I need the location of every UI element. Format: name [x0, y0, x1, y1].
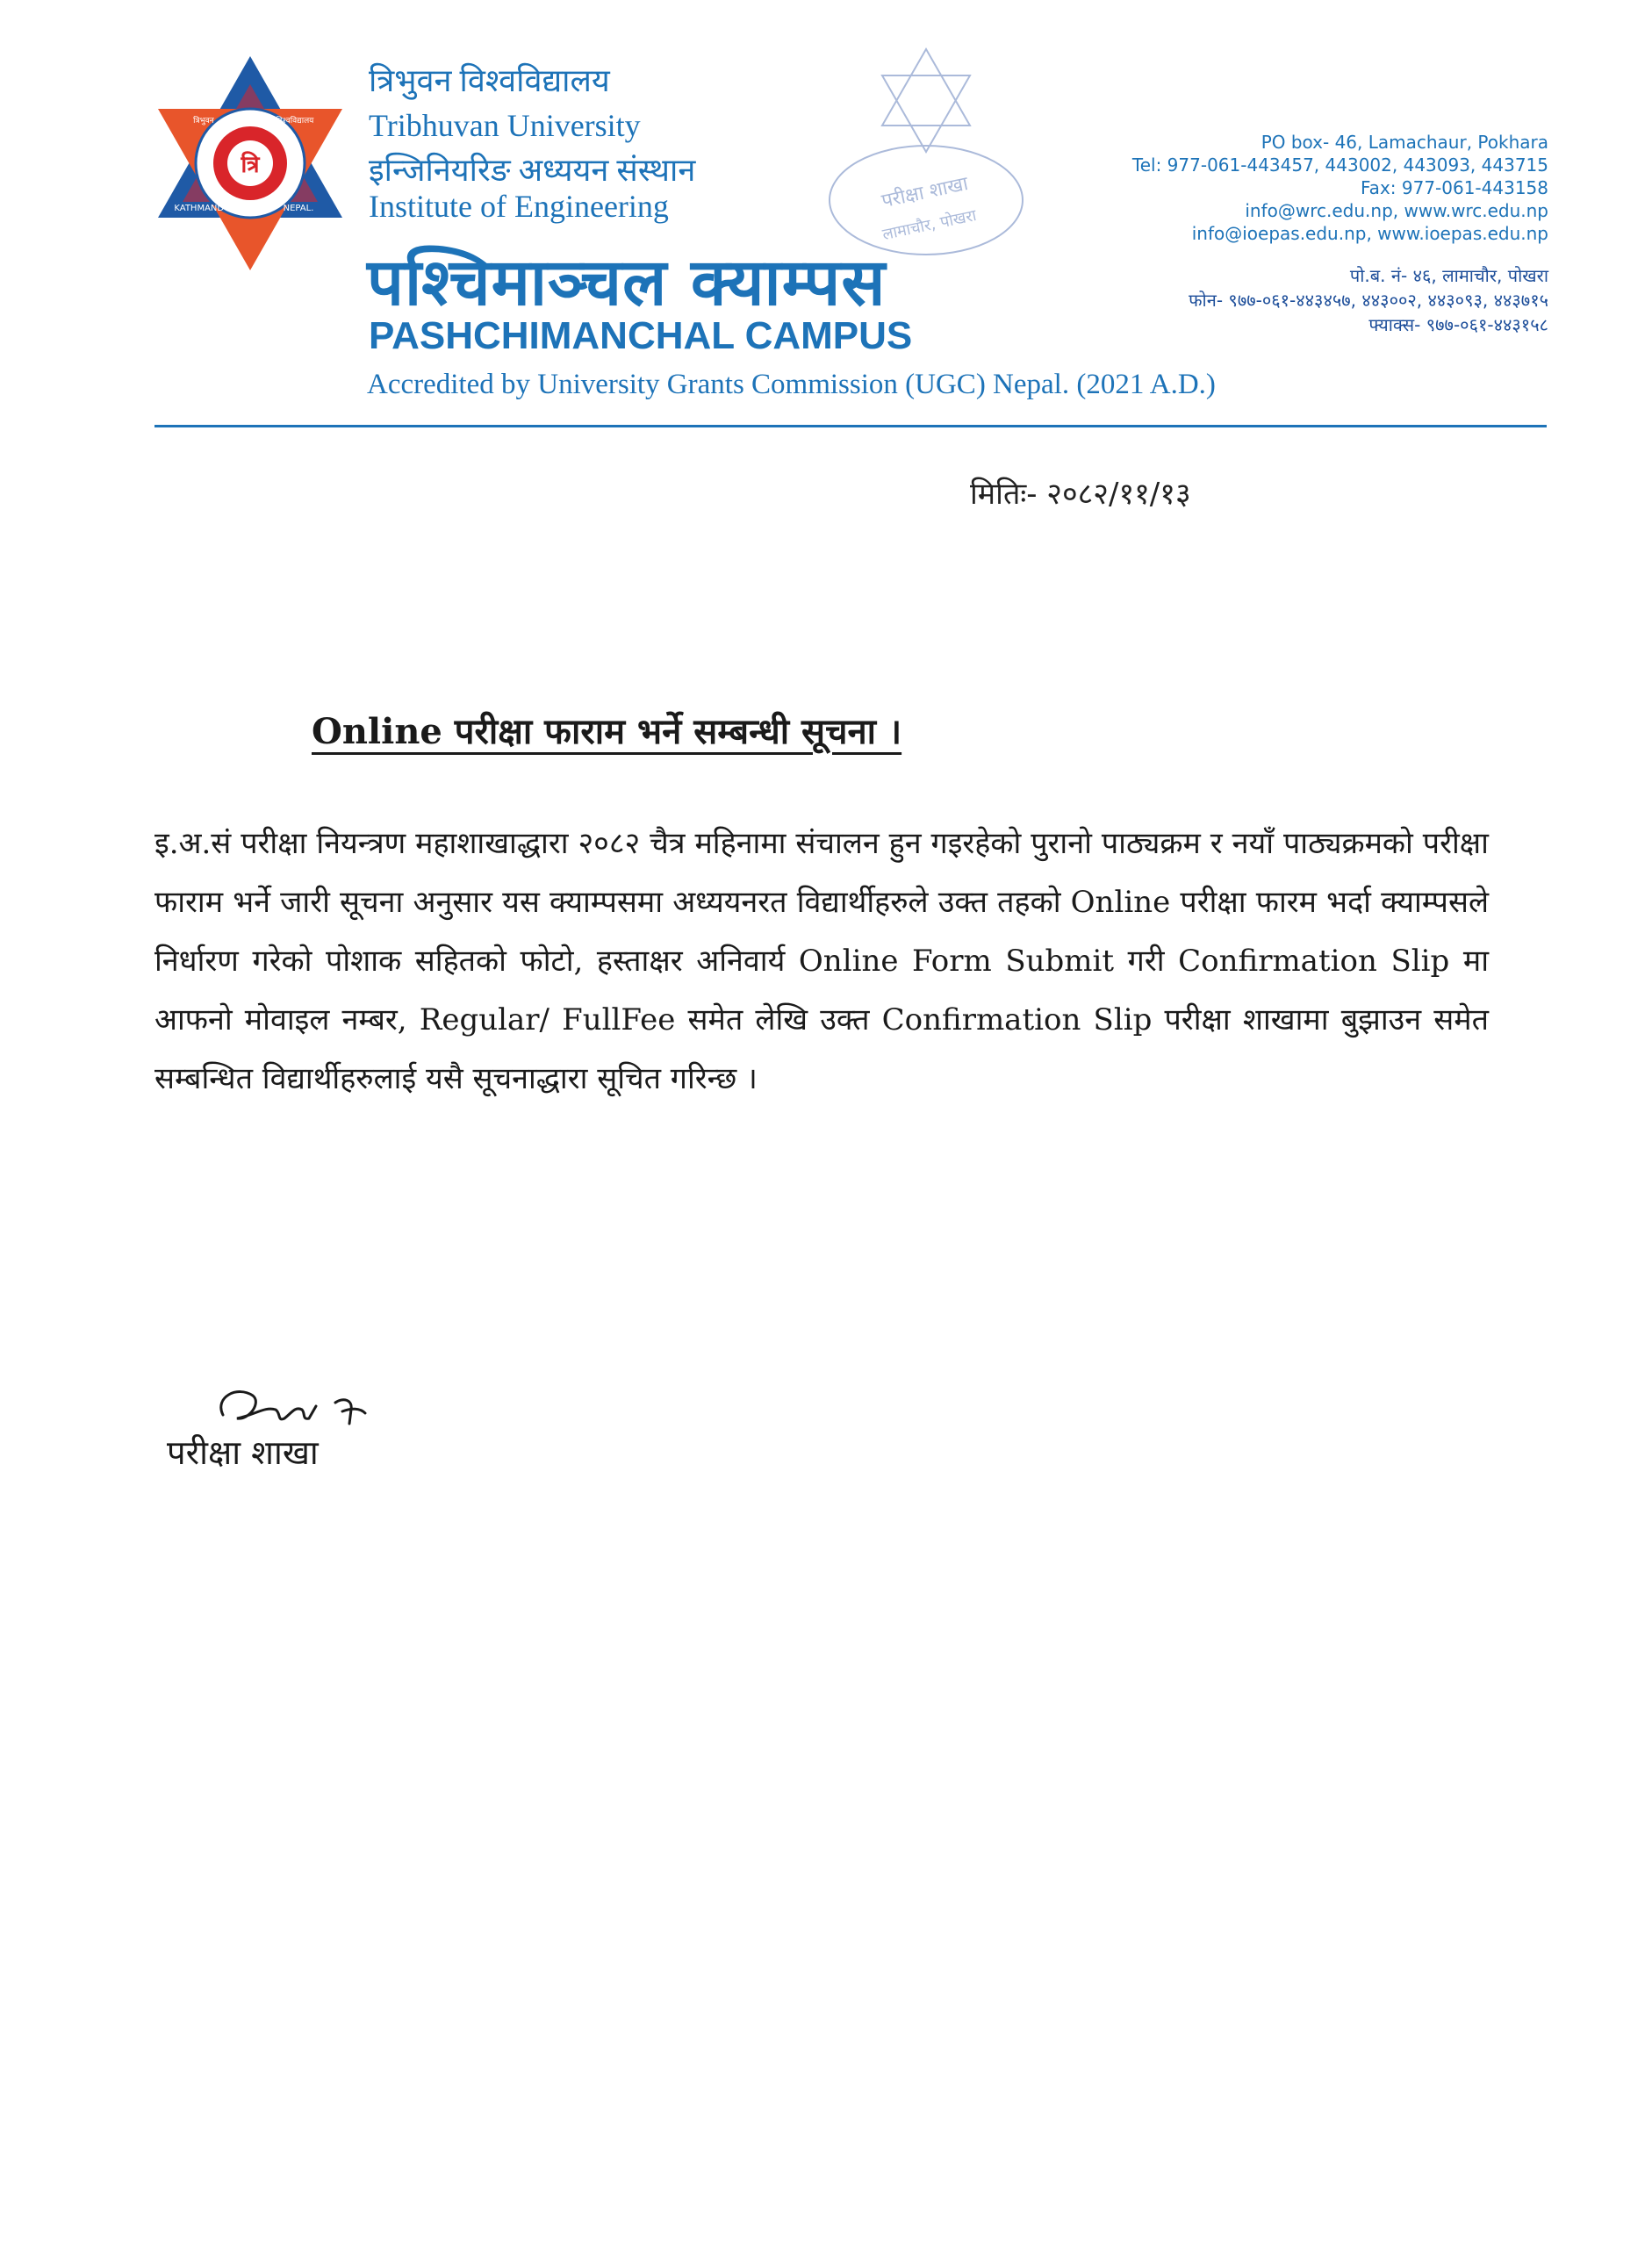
svg-text:परीक्षा शाखा: परीक्षा शाखा: [880, 173, 971, 213]
signatory-label: परीक्षा शाखा: [167, 1433, 319, 1472]
contact-fax-nepali: फ्याक्स- ९७७-०६१-४४३१५८: [1368, 314, 1548, 335]
notice-date: मितिः- २०८२/११/१३: [970, 477, 1191, 512]
contact-telephone: Tel: 977-061-443457, 443002, 443093, 443715: [1131, 154, 1548, 176]
svg-text:NEPAL.: NEPAL.: [283, 204, 314, 213]
notice-title: Online परीक्षा फाराम भर्ने सम्बन्धी सूचना ।: [312, 711, 902, 752]
contact-po-box-nepali: पो.ब. नं- ४६, लामाचौर, पोखरा: [1349, 265, 1548, 286]
university-name-english: Tribhuvan University: [369, 108, 641, 143]
campus-name-english: PASHCHIMANCHAL CAMPUS: [369, 314, 913, 357]
university-name-nepali: त्रिभुवन विश्वविद्यालय: [369, 63, 610, 98]
svg-text:लामाचौर, पोखरा: लामाचौर, पोखरा: [880, 206, 979, 245]
institute-name-english: Institute of Engineering: [369, 189, 669, 224]
institute-name-nepali: इन्जिनियरिङ अध्ययन संस्थान: [369, 153, 696, 188]
official-stamp: [816, 42, 1036, 262]
accreditation-line: Accredited by University Grants Commission (UGC) Nepal. (2021 A.D.): [367, 369, 1216, 400]
contact-po-box: PO box- 46, Lamachaur, Pokhara: [1261, 132, 1548, 153]
svg-text:त्रि: त्रि: [241, 152, 260, 178]
contact-email-web-1: info@wrc.edu.np, www.wrc.edu.np: [1245, 200, 1548, 221]
contact-fax: Fax: 977-061-443158: [1361, 177, 1548, 198]
notice-body: इ.अ.सं परीक्षा नियन्त्रण महाशाखाद्धारा २०८२ चैत्र महिनामा संचालन हुन गइरहेको पुरानो पाठ्यक्रम र नयाँ पाठ्यक्रमको परीक्षा फाराम भर्ने जारी सूचना अनुसार यस क्याम्पसमा अध्ययनरत विद्यार्थीहरुले उक्त तहको Online परीक्षा फारम भर्दा क्याम्पसले निर्धारण गरेको पोशाक सहितको फोटो, हस्ताक्षर अनिवार्य Online Form Submit गरी Confirmation Slip मा आफनो मोवाइल नम्बर, Regular/ FullFee समेत लेखि उक्त Confirmation Slip परीक्षा शाखामा बुझाउन समेत सम्बन्धित विद्यार्थीहरुलाई यसै सूचनाद्धारा सूचित गरिन्छ ।: [154, 826, 1489, 1096]
svg-text:विश्वविद्यालय: विश्वविद्यालय: [276, 117, 314, 126]
header-divider: [154, 425, 1547, 427]
svg-text:KATHMANDU,: KATHMANDU,: [174, 204, 233, 213]
svg-text:त्रिभुवन: त्रिभुवन: [193, 117, 214, 126]
contact-phone-nepali: फोन- ९७७-०६१-४४३४५७, ४४३००२, ४४३०९३, ४४३७१५: [1189, 290, 1548, 311]
campus-name-nepali: पश्चिमाञ्चल क्याम्पस: [367, 245, 887, 320]
tribhuvan-university-logo: [154, 54, 346, 272]
contact-email-web-2: info@ioepas.edu.np, www.ioepas.edu.np: [1191, 223, 1548, 244]
